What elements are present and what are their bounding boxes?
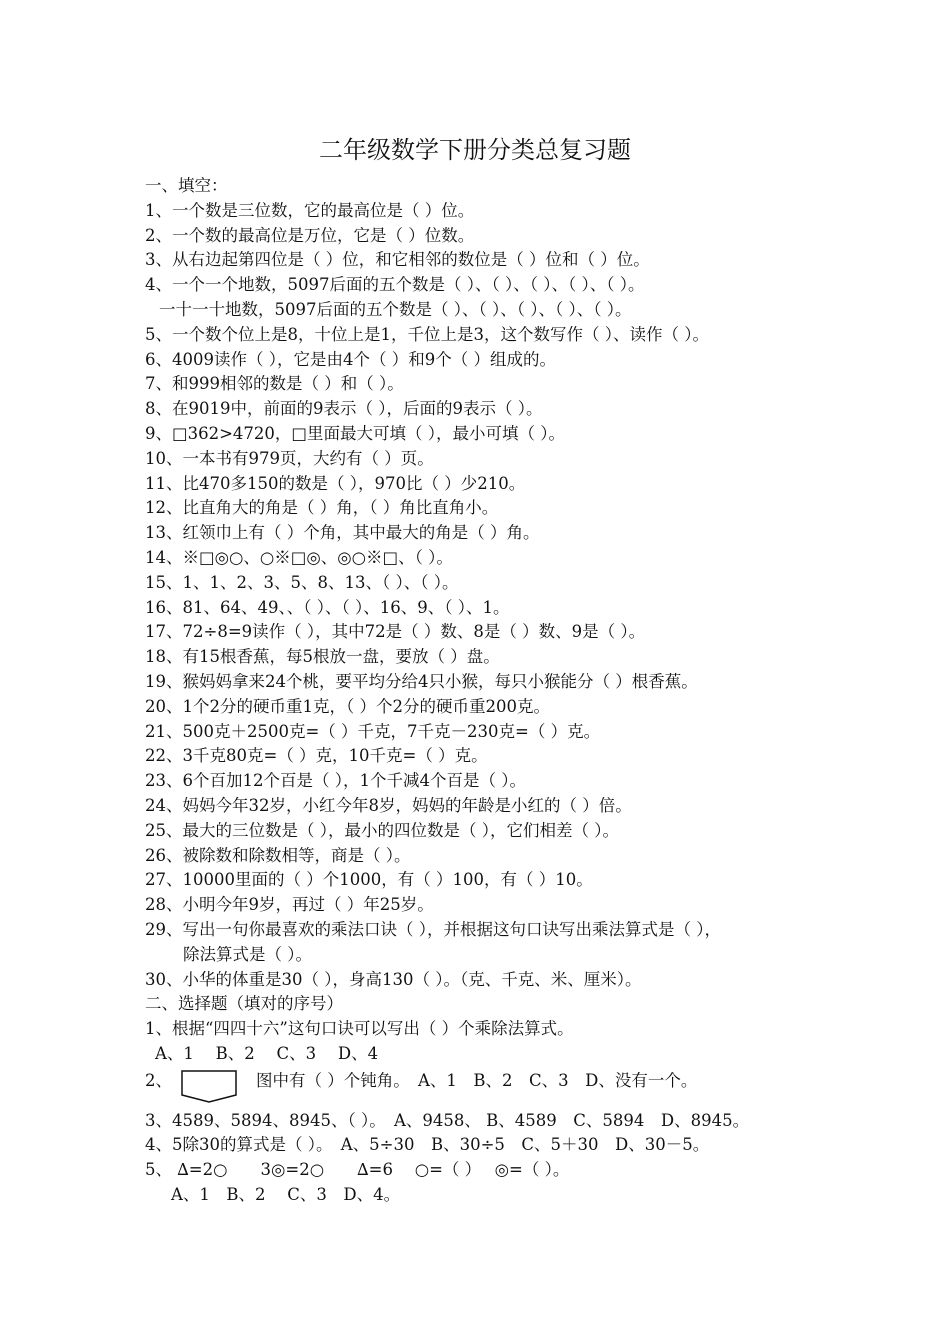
section-heading-choice: 二、选择题（填对的序号） [145, 994, 343, 1014]
question-item: 29、写出一句你最喜欢的乘法口诀（ ），并根据这句口诀写出乘法算式是（ ）， [145, 919, 721, 939]
question-item: 11、比470多150的数是（ ），970比（ ）少210。 [145, 473, 526, 493]
question-item: 5、一个数个位上是8，十位上是1，千位上是3，这个数写作（ ）、读作（ ）。 [145, 324, 709, 344]
question-item: 23、6个百加12个百是（ ），1个千减4个百是（ ）。 [145, 771, 526, 791]
choice-question-4: 4、5除30的算式是（ ）。 A、5÷30 B、30÷5 C、5＋30 D、30－5。 [145, 1135, 710, 1155]
question-item: 13、红领巾上有（ ）个角，其中最大的角是（ ）角。 [145, 523, 540, 543]
question-item: 7、和999相邻的数是（ ）和（ ）。 [145, 374, 404, 394]
question-item: 19、猴妈妈拿来24个桃，要平均分给4只小猴，每只小猴能分（ ）根香蕉。 [145, 671, 698, 691]
question-item: 9、□362>4720，□里面最大可填（ ），最小可填（ ）。 [145, 423, 565, 443]
section-heading-fill-blank: 一、填空： [145, 176, 228, 195]
question-item: 20、1个2分的硬币重1克，（ ）个2分的硬币重200克。 [145, 696, 550, 716]
question-item: 17、72÷8=9读作（ ），其中72是（ ）数、8是（ ）数、9是（ ）。 [145, 622, 646, 642]
question-item: 14、※□◎○、○※□◎、◎○※□、（ ）。 [145, 547, 453, 567]
question-item: 3、从右边起第四位是（ ）位，和它相邻的数位是（ ）位和（ ）位。 [145, 250, 650, 270]
question-item: 22、3千克80克=（ ）克，10千克=（ ）克。 [145, 746, 488, 766]
choice-question-2-number: 2、 [145, 1070, 172, 1090]
question-item: 24、妈妈今年32岁，小红今年8岁，妈妈的年龄是小红的（ ）倍。 [145, 795, 632, 815]
pentagon-figure [180, 1069, 238, 1103]
question-item-continued: 除法算式是（ ）。 [183, 944, 312, 964]
question-item: 28、小明今年9岁，再过（ ）年25岁。 [145, 895, 434, 915]
question-item-continued: 一十一十地数，5097后面的五个数是（ ）、（ ）、（ ）、（ ）、（ ）。 [159, 299, 632, 319]
question-item: 2、一个数的最高位是万位，它是（ ）位数。 [145, 225, 475, 245]
choice-question-2 [145, 1067, 845, 1109]
choice-options-1: A、1 B、2 C、3 D、4 [155, 1043, 379, 1063]
question-item: 6、4009读作（ ），它是由4个（ ）和9个（ ）组成的。 [145, 349, 556, 369]
question-item: 18、有15根香蕉，每5根放一盘，要放（ ）盘。 [145, 647, 500, 667]
question-item: 25、最大的三位数是（ ），最小的四位数是（ ），它们相差（ ）。 [145, 820, 619, 840]
choice-question-2-text: 图中有（ ）个钝角。 A、1 B、2 C、3 D、没有一个。 [256, 1070, 698, 1090]
choice-question-5: 5、 ∆=2○ 3◎=2○ ∆=6 ○=（ ） ◎=（ ）。 [145, 1160, 570, 1180]
worksheet-content [145, 174, 845, 1208]
question-item: 15、1、1、2、3、5、8、13、（ ）、（ ）。 [145, 572, 459, 592]
question-item: 16、81、64、49、、（ ）、（ ）、16、9、（ ）、1。 [145, 597, 510, 617]
question-item: 21、500克＋2500克=（ ）千克，7千克－230克=（ ）克。 [145, 721, 601, 741]
choice-options-5: A、1 B、2 C、3 D、4。 [171, 1185, 401, 1205]
question-item: 12、比直角大的角是（ ）角，（ ）角比直角小。 [145, 498, 499, 518]
choice-question-1: 1、根据“四四十六”这句口诀可以写出（ ）个乘除法算式。 [145, 1019, 574, 1039]
choice-question-3: 3、4589、5894、8945、（ ）。 A、9458、 B、4589 C、5894 D、8945。 [145, 1110, 750, 1130]
question-item: 10、一本书有979页，大约有（ ）页。 [145, 448, 434, 468]
question-item: 8、在9019中，前面的9表示（ ），后面的9表示（ ）。 [145, 399, 543, 419]
question-item: 1、一个数是三位数，它的最高位是（ ）位。 [145, 200, 475, 220]
question-item: 4、一个一个地数，5097后面的五个数是（ ）、（ ）、（ ）、（ ）、（ ）。 [145, 275, 645, 295]
question-item: 27、10000里面的（ ）个1000，有（ ）100，有（ ）10。 [145, 870, 593, 890]
page-title: 二年级数学下册分类总复习题 [319, 136, 631, 164]
question-item: 30、小华的体重是30（ ），身高130（ ）。（克、千克、米、厘米）。 [145, 969, 642, 989]
question-item: 26、被除数和除数相等，商是（ ）。 [145, 845, 411, 865]
